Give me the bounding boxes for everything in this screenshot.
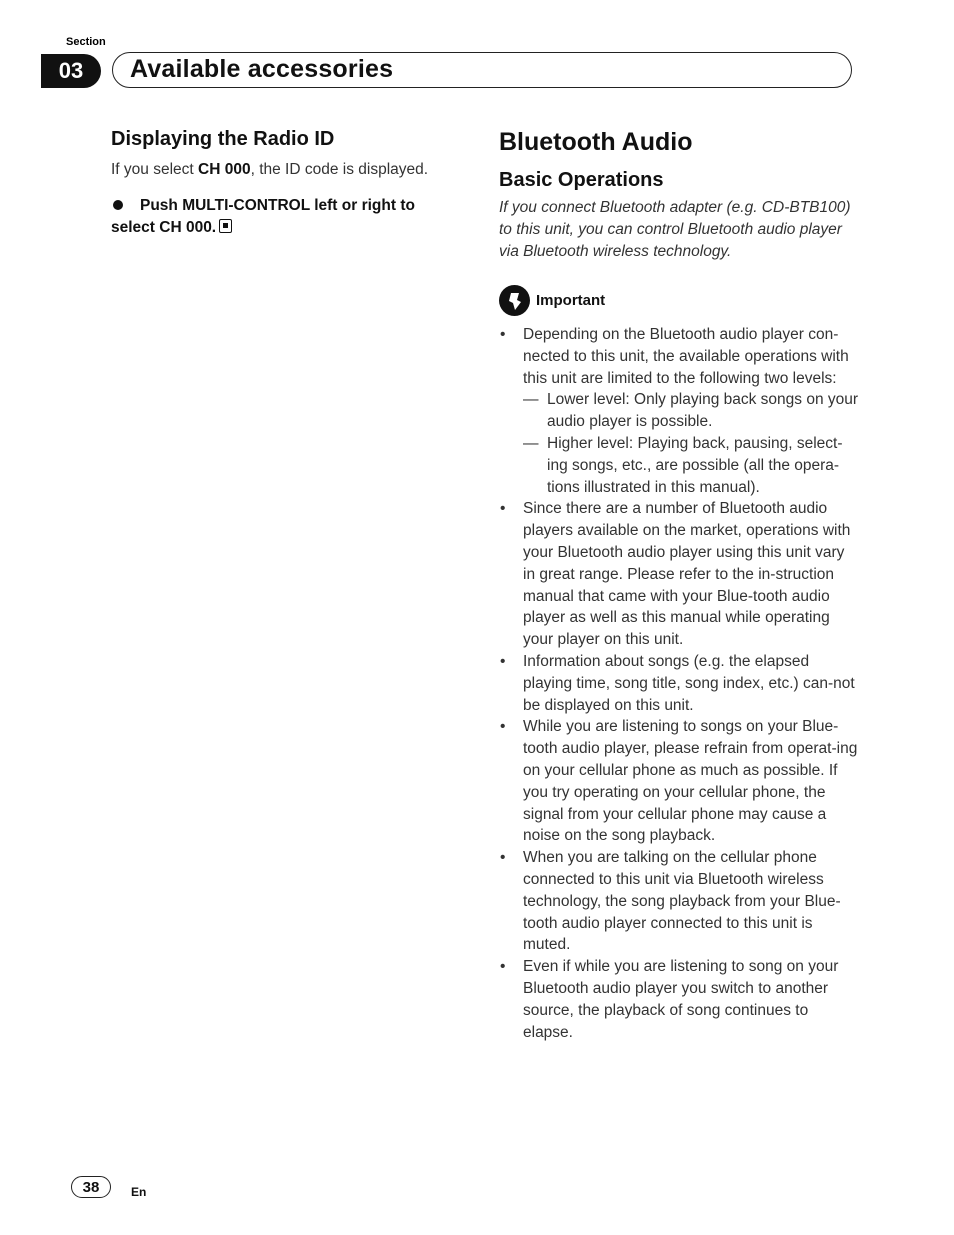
list-item: • When you are talking on the cellular phone connected to this unit via Bluetooth wireless technology, the song playback from your Blue-tooth audio player connected to this unit is muted. [499,847,859,956]
page-number: 38 [71,1176,111,1198]
important-list [499,324,859,1043]
level-sublist [523,389,859,498]
section-label: Section [66,36,106,48]
sub-list-item: — Lower level: Only playing back songs on your audio player is possible. [523,389,859,433]
step-bullet-icon [113,200,123,210]
list-item: • Since there are a number of Bluetooth audio players available on the market, operations with your Bluetooth audio player using this unit vary in great range. Please refer to the in-struction manual that came with your Blue-tooth audio player as well as this manual while operating your player on this unit. [499,498,859,651]
right-column [499,128,859,1043]
description-prefix: If you select [111,161,199,178]
radio-id-heading: Displaying the Radio ID [111,128,335,150]
important-label: Important [536,292,606,309]
intro-paragraph: If you connect Bluetooth adapter (e.g. CD-BTB100) to this unit, you can control Bluetooth audio player via Bluetooth wireless technology. [499,199,851,260]
important-icon [499,285,530,316]
sub-list-item: — Higher level: Playing back, pausing, select-ing songs, etc., are possible (all the opera-tions illustrated in this manual). [523,433,859,498]
end-mark-icon [219,219,232,233]
list-item-text: Depending on the Bluetooth audio player con-nected to this unit, the available operations with this unit are limited to the following two levels: [523,326,849,387]
left-column [111,128,461,239]
step-text: Push MULTI-CONTROL left or right to select CH 000. [111,197,415,236]
section-title: Available accessories [130,55,394,83]
radio-id-description [111,159,461,181]
list-item: • While you are listening to songs on your Blue-tooth audio player, please refrain from operat-ing on your cellular phone as much as possible. If you try operating on your cellular phone, the signal from your cellular phone may cause a noise on the song playback. [499,716,859,847]
bluetooth-audio-title: Bluetooth Audio [499,128,693,156]
list-item: • Information about songs (e.g. the elapsed playing time, song title, song index, etc.) can-not be displayed on this unit. [499,651,859,716]
important-callout [499,285,859,316]
description-channel: CH 000 [198,161,251,178]
list-item [499,324,859,498]
operation-step [111,195,461,239]
list-item: • Even if while you are listening to song on your Bluetooth audio player you switch to another source, the playback of song continues to elapse. [499,956,859,1043]
basic-operations-heading: Basic Operations [499,169,664,191]
section-number-badge: 03 [41,54,101,88]
description-suffix: , the ID code is displayed. [250,161,429,178]
language-code: En [131,1185,147,1199]
